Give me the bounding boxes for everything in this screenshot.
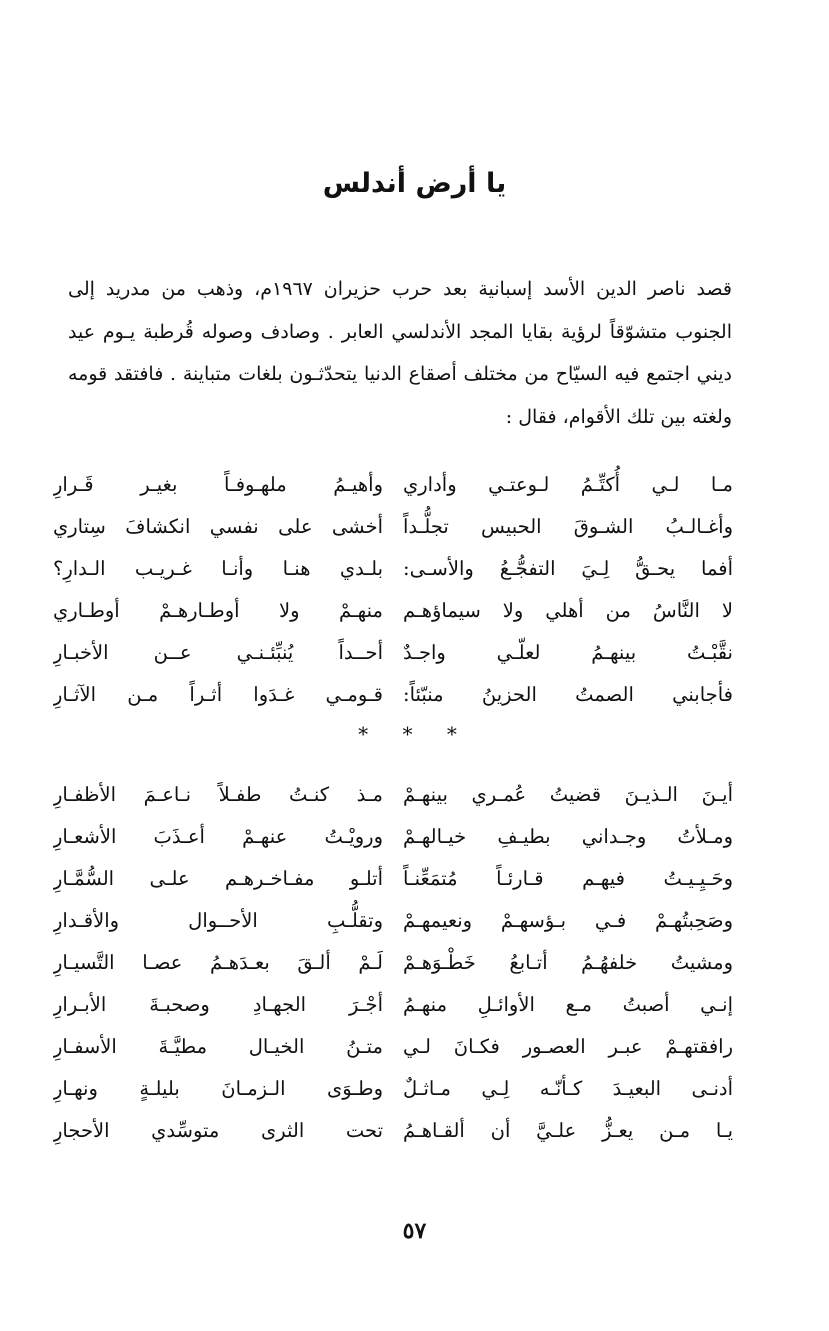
stanza-1 bbox=[0, 464, 829, 716]
first-hemistich: وأغـالـبُ الشـوقَ الحبيس تجلُّـداً bbox=[403, 515, 733, 538]
second-hemistich: أجْـرَ الجهـادِ وصحبـةَ الأبـرارِ bbox=[53, 993, 383, 1016]
second-hemistich: متـنُ الخيـال مطيَّـةَ الأسفـارِ bbox=[53, 1035, 383, 1058]
verse-line bbox=[0, 774, 829, 816]
verse-line bbox=[0, 858, 829, 900]
first-hemistich: أفما يحـقُّ لِـيَ التفجُّـعُ والأسـى: bbox=[403, 557, 733, 580]
first-hemistich: إنـي أصبتُ مـع الأوائـلِ منهـمُ bbox=[403, 993, 733, 1016]
second-hemistich: وطـوَى الـزمـانَ بليلـةٍ ونهـارِ bbox=[53, 1077, 383, 1100]
second-hemistich: أحــداً يُنبِّئـنـي عــن الأخبـارِ bbox=[53, 641, 383, 664]
second-hemistich: وأهيـمُ ملهـوفـاً بغيـر قَـرارِ bbox=[53, 473, 383, 496]
verse-line bbox=[0, 900, 829, 942]
verse-line bbox=[0, 1068, 829, 1110]
second-hemistich: أخشى على نفسي انكشافَ سِتاري bbox=[53, 515, 383, 538]
verse-line bbox=[0, 984, 829, 1026]
first-hemistich: وحَـيِـيـتُ فيهـم قـارئـاً مُتمَعِّنـاً bbox=[403, 867, 733, 890]
first-hemistich: نقَّبْـتُ بينهـمُ لعلّـي واجـدٌ bbox=[403, 641, 733, 664]
first-hemistich: فأجابني الصمتُ الحزينُ منبّئاً: bbox=[403, 683, 733, 706]
first-hemistich: لا النَّاسُ من أهلي ولا سيماؤهـم bbox=[403, 599, 733, 622]
verse-line bbox=[0, 816, 829, 858]
second-hemistich: تحت الثرى متوسِّدي الأحجارِ bbox=[53, 1119, 383, 1142]
poem-title: يا أرض أندلس bbox=[322, 168, 507, 199]
verse-line bbox=[0, 590, 829, 632]
second-hemistich: أتلـو مفـاخـرهـم علـى السُّمَّـارِ bbox=[53, 867, 383, 890]
first-hemistich: أيـنَ الـذيـنَ قضيتُ عُمـري بينهـمْ bbox=[403, 783, 733, 806]
verse-line bbox=[0, 464, 829, 506]
intro-paragraph: قصد ناصر الدين الأسد إسبانية بعد حرب حزيران ١٩٦٧م، وذهب من مدريد إلى الجنوب متشوّقاً لرؤية بقايا المجد الأندلسي العابر . وصادف وصوله قُرطبة يـوم عيد ديني اجتمع فيه السيّاح من مختلف أصقاع الدنيا يتحدّثـون بلغات متباينة . فافتقد قومه ولغته بين تلك الأقوام، فقال : bbox=[68, 278, 733, 428]
verse-line bbox=[0, 632, 829, 674]
verse-line bbox=[0, 674, 829, 716]
second-hemistich: مـذ كنـتُ طفـلاً نـاعـمَ الأظفـارِ bbox=[53, 783, 383, 806]
second-hemistich: وتقلُّـبِ الأحــوال والأقـدارِ bbox=[53, 909, 383, 932]
verse-line bbox=[0, 506, 829, 548]
first-hemistich: وصَحِبتُهـمْ فـي بـؤسهـمْ ونعيمهـمْ bbox=[403, 909, 733, 932]
second-hemistich: قـومـي غـدَوا أثـراً مـن الآثـارِ bbox=[53, 683, 383, 706]
second-hemistich: بلـدي هنـا وأنـا غـريـب الـدارِ؟ bbox=[53, 557, 383, 580]
first-hemistich: أدنـى البعيـدَ كـأنّـه لِـي مـاثـلٌ bbox=[403, 1077, 733, 1100]
first-hemistich: ومـلأتُ وجـداني بطيـفِ خيـالهـمْ bbox=[403, 825, 733, 848]
verse-line bbox=[0, 942, 829, 984]
first-hemistich: ومشيتُ خلفهُـمُ أتـابعُ خَطْـوَهـمْ bbox=[403, 951, 733, 974]
verse-line bbox=[0, 1026, 829, 1068]
verse-line bbox=[0, 1110, 829, 1152]
second-hemistich: لَـمْ ألـقَ بعـدَهـمُ عصـا التَّسيـارِ bbox=[53, 951, 383, 974]
first-hemistich: مـا لـي أُكتِّـمُ لـوعتـي وأداري bbox=[403, 473, 733, 496]
second-hemistich: ورويْـتُ عنهـمْ أعـذَبَ الأشعـارِ bbox=[53, 825, 383, 848]
second-hemistich: منهـمْ ولا أوطـارهـمْ أوطـاري bbox=[53, 599, 383, 622]
verse-line bbox=[0, 548, 829, 590]
first-hemistich: رافقتهـمْ عبـر العصـور فكـانَ لـي bbox=[403, 1035, 733, 1058]
first-hemistich: يـا مـن يعـزُّ علـيَّ أن ألقـاهـمُ bbox=[403, 1119, 733, 1142]
page-number: ٥٧ bbox=[402, 1218, 427, 1244]
stanza-2 bbox=[0, 774, 829, 1152]
stanza-separator: * * * bbox=[358, 722, 471, 746]
